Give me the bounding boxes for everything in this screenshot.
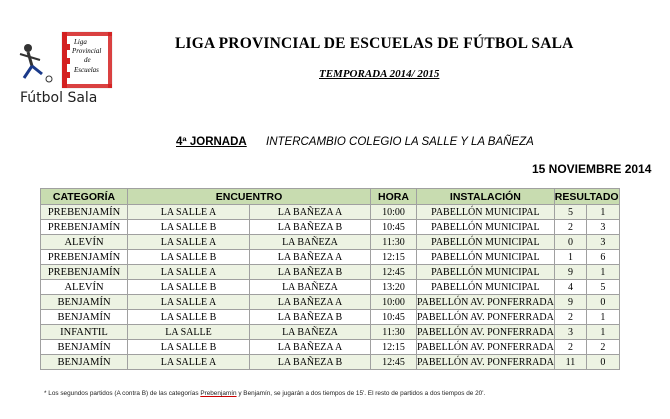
- cell-goles-visitante: 2: [587, 340, 619, 355]
- table-row: [41, 280, 620, 295]
- results-table: [40, 188, 620, 370]
- cell-local: LA SALLE A: [128, 205, 250, 220]
- cell-instalacion: PABELLÓN AV. PONFERRADA: [417, 341, 554, 353]
- logo-brand: Fútbol Sala: [20, 90, 98, 106]
- cell-instalacion: PABELLÓN AV. PONFERRADA: [417, 296, 554, 308]
- col-header-encuentro: ENCUENTRO: [128, 189, 371, 205]
- cell-instalacion: PABELLÓN MUNICIPAL: [417, 235, 555, 250]
- cell-instalacion: PABELLÓN AV. PONFERRADA: [417, 356, 554, 368]
- cell-local: LA SALLE A: [128, 355, 250, 370]
- cell-goles-visitante: 1: [587, 265, 619, 280]
- cell-hora: 12:45: [371, 355, 417, 370]
- table-row: [41, 310, 620, 325]
- cell-goles-local: 2: [554, 310, 586, 325]
- cell-local: LA SALLE A: [128, 295, 250, 310]
- cell-hora: 12:15: [371, 250, 417, 265]
- cell-categoria: BENJAMÍN: [41, 310, 128, 325]
- season-label: TEMPORADA 2014/ 2015: [319, 68, 440, 80]
- cell-visitante: LA BAÑEZA B: [250, 310, 371, 325]
- cell-hora: 13:20: [371, 280, 417, 295]
- cell-goles-visitante: 1: [587, 205, 619, 220]
- footnote-after: y Benjamín, se jugarán a dos tiempos de 15'. El resto de partidos a dos tiempos de 20'.: [236, 390, 486, 397]
- jornada-label: 4ª JORNADA: [176, 136, 247, 148]
- league-logo: [14, 22, 118, 108]
- cell-instalacion: PABELLÓN MUNICIPAL: [417, 220, 555, 235]
- cell-instalacion: PABELLÓN AV. PONFERRADA: [417, 311, 554, 323]
- table-row: [41, 235, 620, 250]
- cell-visitante: LA BAÑEZA B: [250, 220, 371, 235]
- cell-hora: 12:15: [371, 340, 417, 355]
- cell-instalacion: PABELLÓN MUNICIPAL: [417, 280, 555, 295]
- col-header-hora: HORA: [371, 189, 417, 205]
- cell-categoria: BENJAMÍN: [41, 295, 128, 310]
- cell-categoria: PREBENJAMÍN: [41, 220, 128, 235]
- cell-goles-local: 4: [554, 280, 586, 295]
- logo-line3: de: [84, 56, 91, 64]
- cell-instalacion: PABELLÓN MUNICIPAL: [417, 250, 555, 265]
- logo-line4: Escuelas: [74, 66, 99, 74]
- cell-categoria: PREBENJAMÍN: [41, 265, 128, 280]
- footnote-prebenjamin: Prebenjamín: [200, 390, 237, 397]
- cell-categoria: BENJAMÍN: [41, 355, 128, 370]
- cell-hora: 11:30: [371, 235, 417, 250]
- player-icon: [20, 44, 52, 82]
- cell-goles-visitante: 3: [587, 220, 619, 235]
- table-row: [41, 340, 620, 355]
- cell-categoria: INFANTIL: [41, 325, 128, 340]
- cell-instalacion: PABELLÓN MUNICIPAL: [417, 265, 555, 280]
- cell-goles-local: 5: [554, 205, 586, 220]
- cell-goles-local: 3: [554, 325, 586, 340]
- cell-local: LA SALLE: [128, 325, 250, 340]
- cell-local: LA SALLE B: [128, 310, 250, 325]
- cell-goles-local: 0: [554, 235, 586, 250]
- table-row: [41, 325, 620, 340]
- table-row: [41, 265, 620, 280]
- event-date: 15 NOVIEMBRE 2014: [532, 162, 652, 176]
- cell-local: LA SALLE B: [128, 280, 250, 295]
- table-row: [41, 295, 620, 310]
- cell-hora: 10:00: [371, 205, 417, 220]
- event-title: INTERCAMBIO COLEGIO LA SALLE Y LA BAÑEZA: [266, 136, 534, 148]
- table-row: [41, 250, 620, 265]
- cell-goles-local: 2: [554, 220, 586, 235]
- cell-goles-local: 1: [554, 250, 586, 265]
- cell-visitante: LA BAÑEZA: [250, 235, 371, 250]
- cell-categoria: PREBENJAMÍN: [41, 205, 128, 220]
- cell-local: LA SALLE B: [128, 250, 250, 265]
- table-row: [41, 355, 620, 370]
- cell-visitante: LA BAÑEZA A: [250, 295, 371, 310]
- cell-visitante: LA BAÑEZA A: [250, 205, 371, 220]
- cell-visitante: LA BAÑEZA: [250, 325, 371, 340]
- cell-hora: 10:45: [371, 220, 417, 235]
- table-row: [41, 220, 620, 235]
- footnote: [44, 390, 485, 397]
- cell-hora: 12:45: [371, 265, 417, 280]
- cell-local: LA SALLE A: [128, 235, 250, 250]
- logo-line2: Provincial: [72, 47, 102, 55]
- cell-visitante: LA BAÑEZA A: [250, 250, 371, 265]
- table-row: [41, 205, 620, 220]
- cell-local: LA SALLE B: [128, 340, 250, 355]
- cell-visitante: LA BAÑEZA B: [250, 265, 371, 280]
- cell-categoria: PREBENJAMÍN: [41, 250, 128, 265]
- cell-visitante: LA BAÑEZA B: [250, 355, 371, 370]
- cell-hora: 10:00: [371, 295, 417, 310]
- cell-hora: 10:45: [371, 310, 417, 325]
- cell-categoria: BENJAMÍN: [41, 340, 128, 355]
- cell-goles-local: 2: [554, 340, 586, 355]
- cell-visitante: LA BAÑEZA: [250, 280, 371, 295]
- cell-goles-visitante: 6: [587, 250, 619, 265]
- cell-goles-visitante: 0: [587, 355, 619, 370]
- col-header-instalacion: INSTALACIÓN: [417, 189, 555, 205]
- table-header-row: [41, 189, 620, 205]
- cell-goles-visitante: 1: [587, 310, 619, 325]
- cell-goles-visitante: 5: [587, 280, 619, 295]
- cell-instalacion: PABELLÓN MUNICIPAL: [417, 205, 555, 220]
- col-header-resultado: RESULTADO: [554, 190, 619, 203]
- league-logo-graphic: [14, 22, 118, 108]
- col-header-categoria: CATEGORÍA: [41, 189, 128, 205]
- logo-line1: Liga: [74, 38, 87, 46]
- cell-local: LA SALLE B: [128, 220, 250, 235]
- cell-goles-local: 9: [554, 295, 586, 310]
- cell-categoria: ALEVÍN: [41, 235, 128, 250]
- page-title: LIGA PROVINCIAL DE ESCUELAS DE FÚTBOL SALA: [175, 35, 574, 52]
- cell-goles-local: 9: [554, 265, 586, 280]
- cell-goles-visitante: 3: [587, 235, 619, 250]
- cell-visitante: LA BAÑEZA A: [250, 340, 371, 355]
- cell-goles-local: 11: [554, 355, 586, 370]
- cell-goles-visitante: 0: [587, 295, 619, 310]
- footnote-before: * Los segundos partidos (A contra B) de las categorías: [44, 390, 201, 397]
- cell-local: LA SALLE A: [128, 265, 250, 280]
- cell-goles-visitante: 1: [587, 325, 619, 340]
- cell-instalacion: PABELLÓN AV. PONFERRADA: [417, 326, 554, 338]
- cell-hora: 11:30: [371, 325, 417, 340]
- cell-categoria: ALEVÍN: [41, 280, 128, 295]
